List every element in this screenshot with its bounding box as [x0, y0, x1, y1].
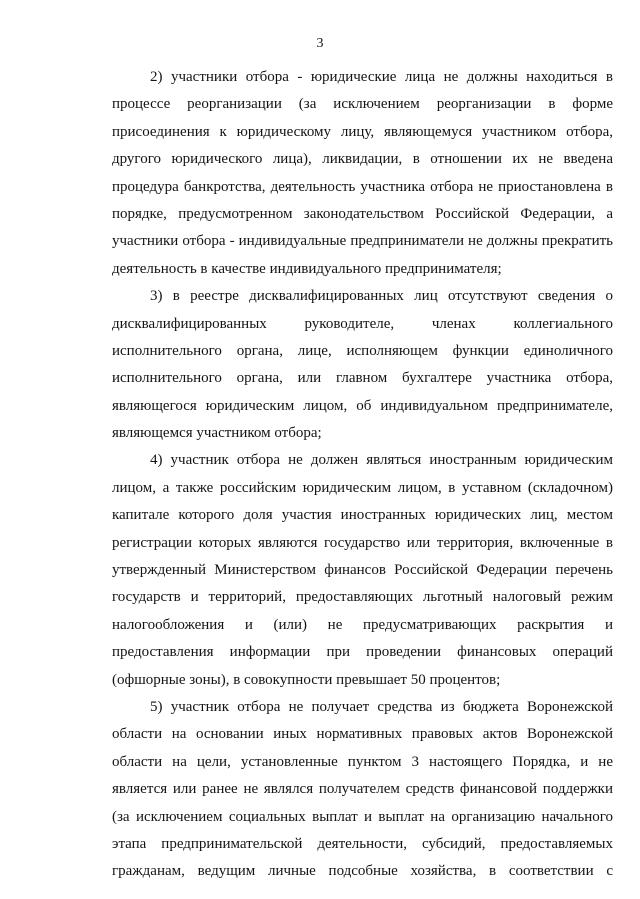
text-line: этапа предпринимательской деятельности, субсидий, предоставляемых: [112, 835, 613, 852]
text-line: участники отбора - индивидуальные предприниматели не должны прекратить: [112, 233, 613, 250]
text-line: являющегося юридическим лицом, об индивидуальном предпринимателе,: [112, 397, 613, 414]
text-line: (за исключением социальных выплат и выплат на организацию начального: [112, 808, 613, 825]
text-line: дисквалифицированных руководителе, членах коллегиального: [112, 315, 613, 332]
text-line: является или ранее не являлся получателем средств финансовой поддержки: [112, 781, 613, 798]
document-body: [112, 64, 613, 886]
text-line: являющемся участником отбора;: [112, 425, 322, 442]
text-line: государств и территорий, предоставляющих льготный налоговый режим: [112, 589, 613, 606]
text-line: деятельность в качестве индивидуального предпринимателя;: [112, 260, 502, 277]
text-line: порядке, предусмотренном законодательством Российской Федерации, а: [112, 205, 613, 222]
text-line: налогообложения и (или) не предусматривающих раскрытия и: [112, 616, 613, 633]
text-line: капитале которого доля участия иностранных юридических лиц, местом: [112, 507, 613, 524]
text-line: 4) участник отбора не должен являться иностранным юридическим: [150, 452, 613, 469]
text-line: утвержденный Министерством финансов Российской Федерации перечень: [112, 562, 613, 579]
text-line: области на основании иных нормативных правовых актов Воронежской: [112, 726, 613, 743]
text-line: исполнительного органа, или главном бухгалтере участника отбора,: [112, 370, 613, 387]
text-line: исполнительного органа, лице, исполняющем функции единоличного: [112, 342, 613, 359]
paragraph-item-3: [112, 283, 613, 447]
text-line: 2) участники отбора - юридические лица не должны находиться в: [150, 69, 613, 85]
text-line: 3) в реестре дисквалифицированных лиц отсутствуют сведения о: [150, 288, 613, 305]
text-line: процессе реорганизации (за исключением реорганизации в форме: [112, 96, 613, 113]
text-line: лицом, а также российским юридическим лицом, в уставном (складочном): [112, 479, 613, 496]
text-line: регистрации которых являются государство или территория, включенные в: [112, 534, 613, 551]
text-line: другого юридического лица), ликвидации, в отношении их не введена: [112, 151, 613, 168]
text-line: (офшорные зоны), в совокупности превышает 50 процентов;: [112, 671, 501, 688]
text-line: предоставления информации при проведении финансовых операций: [112, 644, 613, 661]
text-line: присоединения к юридическому лицу, являющемуся участником отбора,: [112, 123, 613, 140]
text-line: гражданам, ведущим личные подсобные хозяйства, в соответствии с: [112, 863, 613, 880]
text-line: процедура банкротства, деятельность участника отбора не приостановлена в: [112, 178, 613, 195]
text-line: области на цели, установленные пунктом 3 настоящего Порядка, и не: [112, 753, 613, 770]
paragraph-item-2: [112, 64, 613, 283]
paragraph-item-4: [112, 447, 613, 694]
paragraph-item-5: [112, 694, 613, 886]
page-number: 3: [316, 36, 324, 51]
text-line: 5) участник отбора не получает средства из бюджета Воронежской: [150, 698, 613, 715]
